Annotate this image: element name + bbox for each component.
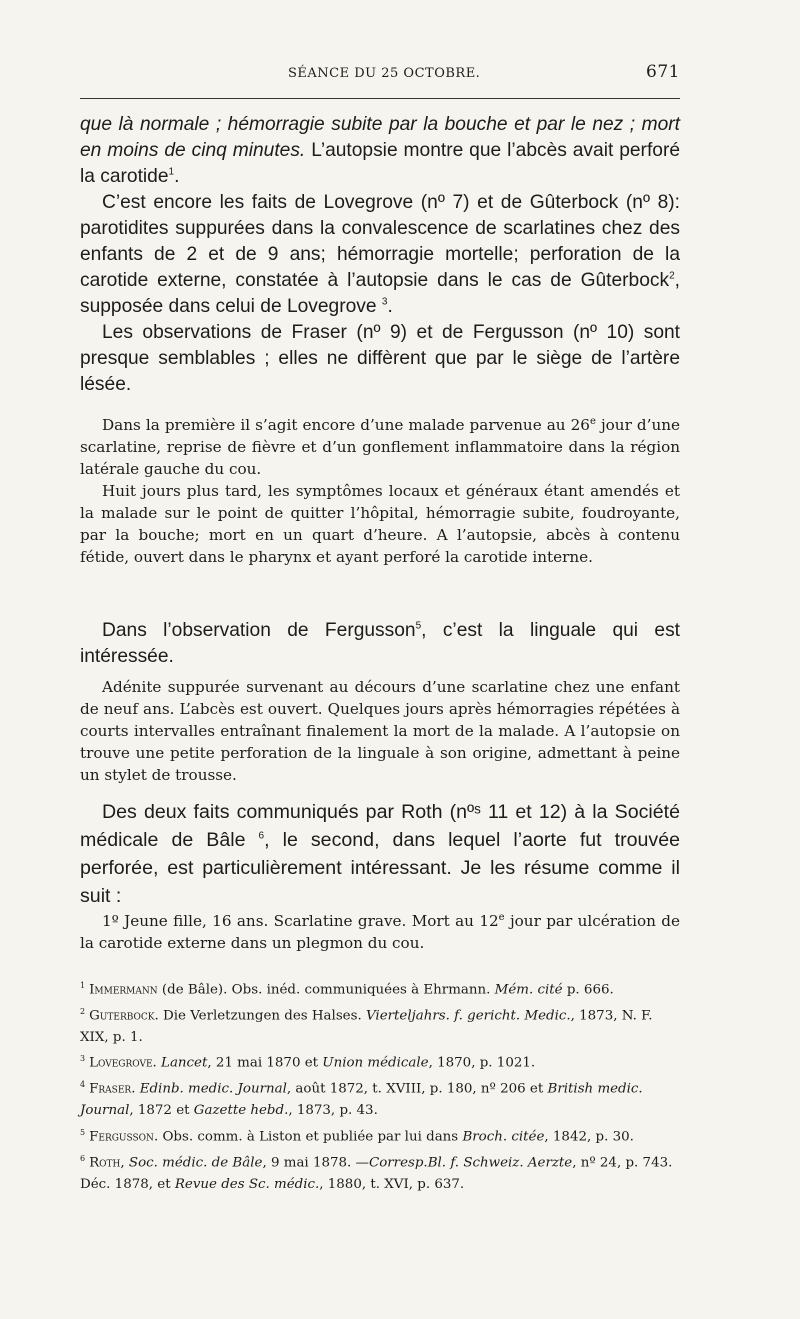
paragraph-lovegrove: C’est encore les faits de Lovegrove (nº 7) et de Gûterbock (nº 8): parotidites suppurées dans la convalescence de scarlatines chez des enfants de 2 et de 9 ans; hémorragie mortelle; perforation de la carotide externe, constatée à l’autopsie dans le cas de Gûterbock$^2$, supposée dans celui de Lovegrove $^3$. — [80, 192, 680, 317]
header-rule — [80, 98, 680, 99]
roth-intro: Des deux faits communiqués par Roth (nºˢ 11 et 12) à la Société médicale de Bâle $^6$, le second, dans lequel l’aorte fut trouvée perforée, est particulièrement intéressant. Je les résume comme il suit : — [80, 801, 680, 907]
footnote-6: $^6$ Roth, Soc. médic. de Bâle, 9 mai 1878. —Corresp.Bl. f. Schweiz. Aerzte, nº 24, p. 743. Déc. 1878, et Revue des Sc. médic., 1880, t. XVI, p. 637. — [80, 1153, 673, 1192]
page-number: 671 — [646, 62, 680, 82]
footnotes — [80, 975, 680, 1195]
footnote-ref: 5 — [415, 620, 422, 632]
footnote-2: $^2$ Guterbock. Die Verletzungen des Halses. Vierteljahrs. f. gericht. Medic., 1873, N. F. XIX, p. 1. — [80, 1006, 653, 1045]
footnote-3: $^3$ Lovegrove. Lancet, 21 mai 1870 et Union médicale, 1870, p. 1021. — [80, 1054, 536, 1071]
fergusson-intro: Dans l’observation de Fergusson$^5$, c’est la linguale qui est intéressée. — [80, 620, 681, 667]
fergusson-detail: Adénite suppurée survenant au décours d’une scarlatine chez une enfant de neuf ans. L’abcès est ouvert. Quelques jours après hémorragies répétées à courts intervalles entraînant finalement la mort de la malade. A l’autopsie on trouve une petite perforation de la linguale à son origine, admettant à peine un stylet de trousse. — [80, 678, 680, 784]
fraser-section — [80, 414, 680, 568]
footnote-1: $^1$ Immermann (de Bâle). Obs. inéd. communiquées à Ehrmann. Mém. cité p. 666. — [80, 981, 614, 998]
footnote-ref: 3 — [381, 296, 388, 308]
running-header — [80, 62, 680, 86]
paragraph-immermann: que là normale ; hémorragie subite par la bouche et par le nez ; mort en moins de cinq minutes. L’autopsie montre que l’abcès avait perforé la carotide$^1$. — [80, 114, 681, 187]
paragraph-fraser-case: Dans la première il s’agit encore d’une malade parvenue au 26e jour d’une scarlatine, reprise de fièvre et d’un gonflement inflammatoire dans la région latérale gauche du cou. — [80, 415, 680, 478]
paragraph-fraser-fergusson: Les observations de Fraser (nº 9) et de Fergusson (nº 10) sont presque semblables ; elles ne diffèrent que par le siège de l’artère lésée. — [80, 322, 680, 395]
footnote-4: $^4$ Fraser. Edinb. medic. Journal, août 1872, t. XVIII, p. 180, nº 206 et British medic. Journal, 1872 et Gazette hebd., 1873, p. 43. — [80, 1080, 643, 1119]
italic-text: que là normale ; hémorragie subite par la bouche et par le nez ; mort en moins de cinq minutes. — [80, 114, 680, 161]
footnote-ref: 2 — [669, 270, 675, 282]
footnote-ref: 6 — [258, 830, 265, 842]
top-section — [80, 112, 680, 398]
running-title: SÉANCE DU 25 OCTOBRE. — [288, 66, 481, 81]
paragraph-fraser-outcome: Huit jours plus tard, les symptômes locaux et généraux étant amendés et la malade sur le point de quitter l’hôpital, hémorragie subite, foudroyante, par la bouche; mort en un quart d’heure. A l’autopsie, abcès à contenu fétide, ouvert dans le pharynx et ayant perforé la carotide interne. — [80, 482, 680, 566]
footnote-ref: 1 — [168, 166, 175, 178]
roth-case-1: 1º Jeune fille, 16 ans. Scarlatine grave. Mort au 12e jour par ulcération de la carotide externe dans un plegmon du cou. — [80, 911, 680, 952]
footnote-5: $^5$ Fergusson. Obs. comm. à Liston et publiée par lui dans Broch. citée, 1842, p. 30. — [80, 1127, 634, 1145]
